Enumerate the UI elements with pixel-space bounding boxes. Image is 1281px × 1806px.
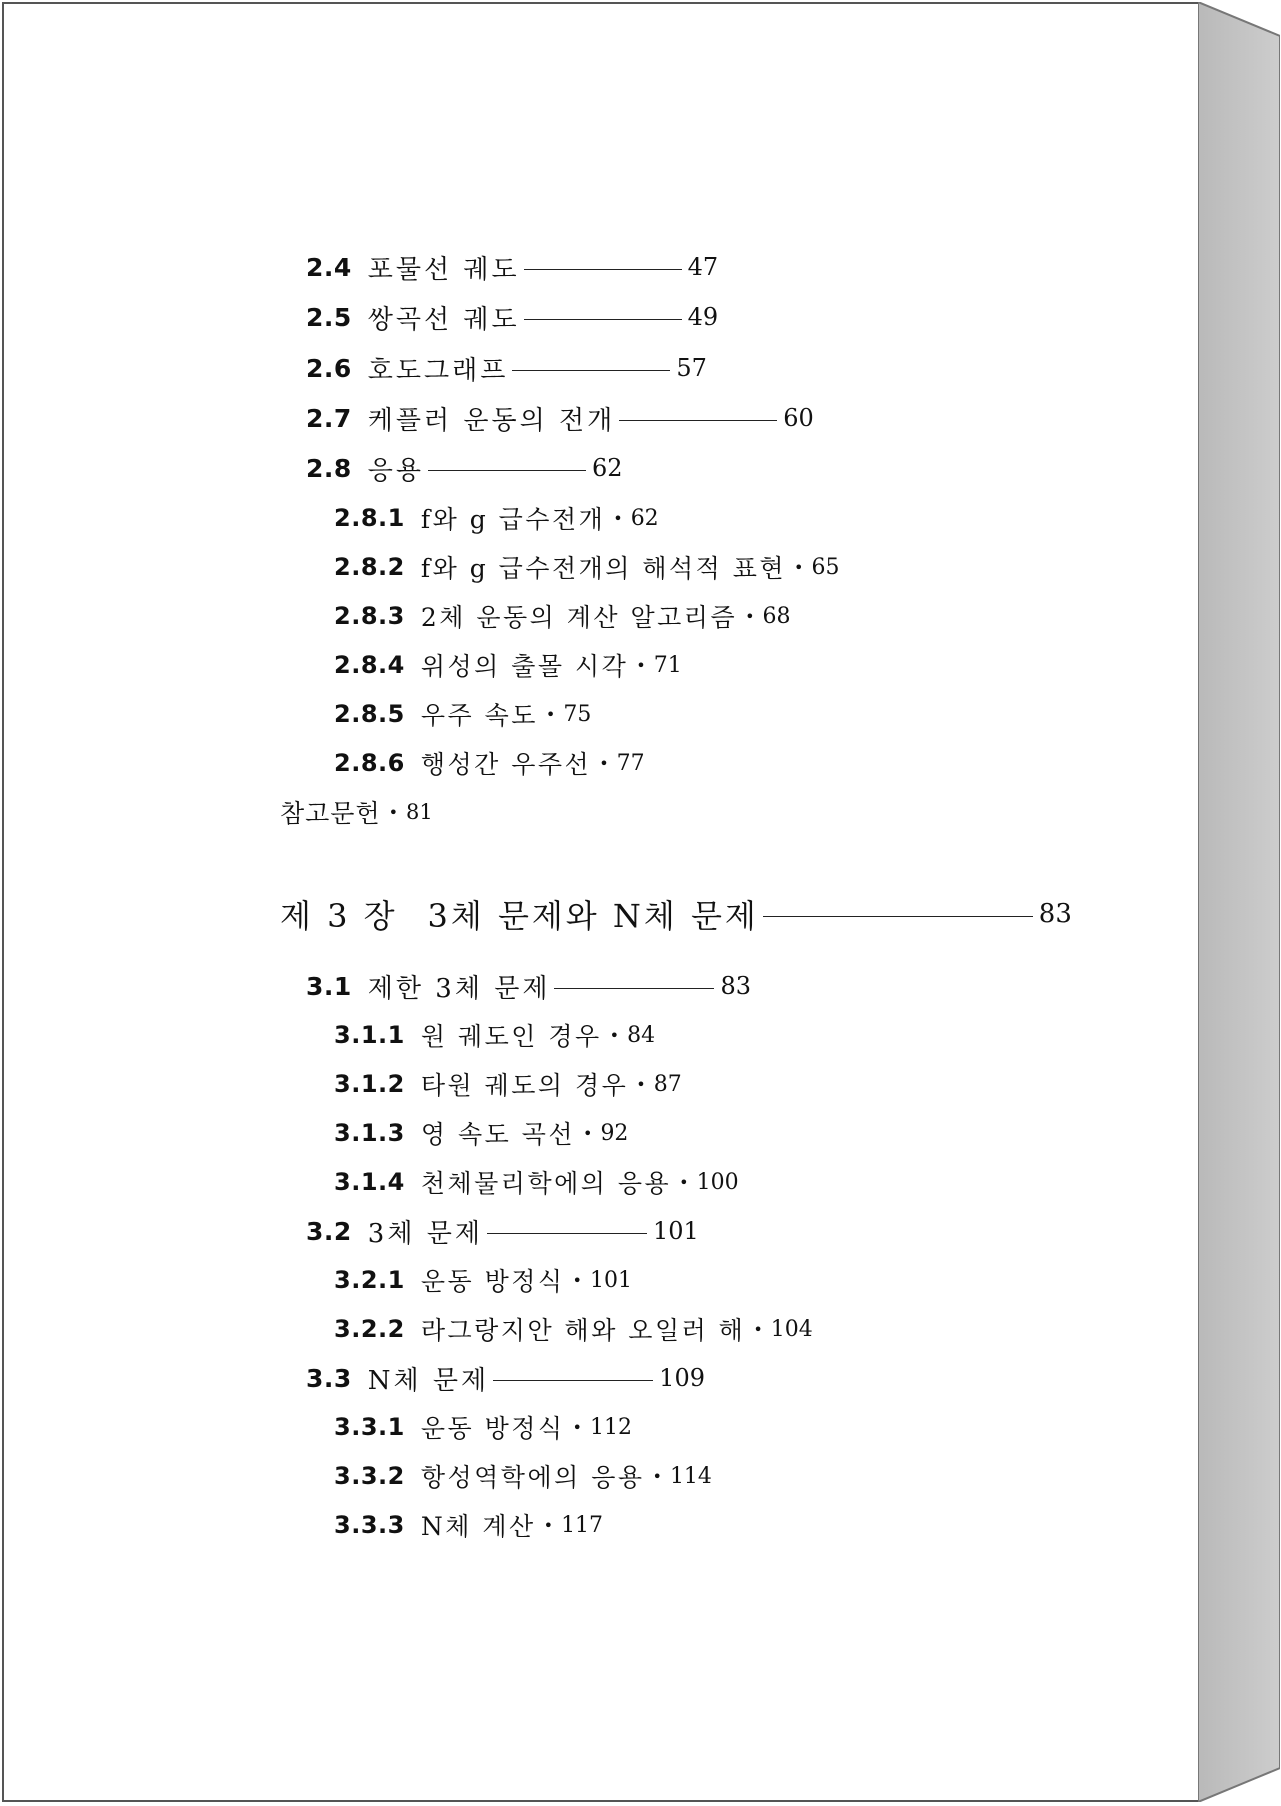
book-spine-shape bbox=[1198, 2, 1280, 1802]
separator-dot: • bbox=[753, 1319, 763, 1339]
page-number: 101 bbox=[589, 1267, 632, 1293]
separator-dot: • bbox=[794, 557, 804, 577]
subsection-title: 운동 방정식 bbox=[420, 1267, 565, 1296]
page-number: 71 bbox=[653, 652, 682, 678]
page-number: 109 bbox=[659, 1364, 705, 1392]
separator-dot: • bbox=[652, 1466, 662, 1486]
page-number: 112 bbox=[589, 1414, 632, 1440]
separator-dot: • bbox=[609, 1025, 620, 1045]
table-of-contents bbox=[4, 4, 1202, 1804]
page-number: 65 bbox=[811, 554, 840, 580]
toc-subsection-2-8-1[interactable] bbox=[334, 498, 659, 538]
page-number: 81 bbox=[406, 800, 433, 824]
separator-dot: • bbox=[636, 1074, 646, 1094]
subsection-title: N체 계산 bbox=[420, 1512, 536, 1541]
subsection-number: 3.1.3 bbox=[334, 1119, 405, 1147]
subsection-number: 2.8.1 bbox=[334, 504, 405, 532]
page-number: 68 bbox=[762, 603, 791, 629]
toc-section-3-3[interactable] bbox=[306, 1358, 705, 1398]
leader-line bbox=[512, 370, 670, 371]
subsection-title: 우주 속도 bbox=[420, 701, 538, 730]
subsection-title: 행성간 우주선 bbox=[420, 750, 592, 779]
section-title: 응용 bbox=[367, 455, 425, 486]
subsection-number: 3.3.3 bbox=[334, 1511, 405, 1539]
toc-subsection-3-3-2[interactable] bbox=[334, 1456, 712, 1496]
page-number: 75 bbox=[563, 701, 592, 727]
toc-subsection-3-1-3[interactable] bbox=[334, 1113, 628, 1153]
page-number: 77 bbox=[616, 750, 645, 776]
toc-subsection-3-1-1[interactable] bbox=[334, 1015, 655, 1055]
separator-dot: • bbox=[636, 655, 646, 675]
book-spine bbox=[1198, 2, 1280, 1802]
leader-line bbox=[487, 1233, 647, 1234]
subsection-number: 2.8.5 bbox=[334, 700, 405, 728]
subsection-number: 3.2.2 bbox=[334, 1315, 405, 1343]
page-number: 92 bbox=[600, 1120, 629, 1146]
section-number: 2.7 bbox=[306, 403, 352, 433]
subsection-number: 3.3.1 bbox=[334, 1413, 405, 1441]
section-number: 2.5 bbox=[306, 302, 352, 332]
separator-dot: • bbox=[572, 1270, 582, 1290]
subsection-number: 3.1.2 bbox=[334, 1070, 405, 1098]
leader-line bbox=[428, 470, 586, 471]
references-title: 참고문헌 bbox=[280, 799, 381, 828]
subsection-title: 항성역학에의 응용 bbox=[420, 1463, 645, 1492]
toc-subsection-3-2-1[interactable] bbox=[334, 1260, 632, 1300]
subsection-title: 천체물리학에의 응용 bbox=[420, 1169, 672, 1198]
toc-subsection-2-8-5[interactable] bbox=[334, 694, 591, 734]
toc-section-3-2[interactable] bbox=[306, 1211, 699, 1251]
toc-section-2-5[interactable] bbox=[306, 297, 718, 337]
page-number: 57 bbox=[676, 354, 707, 382]
page-number: 114 bbox=[669, 1463, 712, 1489]
separator-dot: • bbox=[572, 1417, 582, 1437]
section-title: 3체 문제 bbox=[367, 1218, 483, 1249]
leader-line bbox=[524, 269, 682, 270]
book-page bbox=[2, 2, 1200, 1802]
toc-references[interactable] bbox=[280, 792, 433, 832]
subsection-title: 라그랑지안 해와 오일러 해 bbox=[420, 1316, 746, 1345]
subsection-number: 2.8.3 bbox=[334, 602, 405, 630]
subsection-number: 2.8.6 bbox=[334, 749, 405, 777]
section-number: 3.1 bbox=[306, 971, 352, 1001]
page-number: 49 bbox=[687, 303, 719, 331]
separator-dot: • bbox=[599, 753, 609, 773]
separator-dot: • bbox=[545, 704, 556, 724]
subsection-title: 위성의 출몰 시각 bbox=[420, 652, 629, 681]
chapter-title: 3체 문제와 N체 문제 bbox=[427, 897, 759, 935]
toc-subsection-3-2-2[interactable] bbox=[334, 1309, 813, 1349]
toc-subsection-2-8-6[interactable] bbox=[334, 743, 645, 783]
section-title: 쌍곡선 궤도 bbox=[367, 304, 520, 335]
toc-section-2-7[interactable] bbox=[306, 398, 814, 438]
subsection-title: 타원 궤도의 경우 bbox=[420, 1071, 629, 1100]
chapter-label: 제 3 장 bbox=[280, 897, 398, 935]
toc-subsection-2-8-3[interactable] bbox=[334, 596, 791, 636]
section-title: 제한 3체 문제 bbox=[367, 973, 551, 1004]
section-title: 포물선 궤도 bbox=[367, 254, 520, 285]
subsection-number: 2.8.4 bbox=[334, 651, 405, 679]
toc-section-3-1[interactable] bbox=[306, 966, 751, 1006]
page-number: 101 bbox=[652, 1217, 699, 1245]
subsection-title: 영 속도 곡선 bbox=[420, 1120, 575, 1149]
page-number: 84 bbox=[627, 1022, 656, 1048]
section-number: 2.4 bbox=[306, 252, 352, 282]
subsection-number: 3.2.1 bbox=[334, 1266, 405, 1294]
separator-dot: • bbox=[613, 508, 623, 528]
section-number: 3.3 bbox=[306, 1363, 352, 1393]
page-number: 100 bbox=[696, 1169, 739, 1195]
section-title: 케플러 운동의 전개 bbox=[367, 405, 616, 436]
page-number: 62 bbox=[630, 505, 659, 531]
toc-section-2-6[interactable] bbox=[306, 348, 707, 388]
subsection-title: f와 g 급수전개 bbox=[420, 505, 606, 534]
leader-line bbox=[763, 916, 1033, 917]
separator-dot: • bbox=[543, 1515, 554, 1535]
page-number: 62 bbox=[592, 454, 623, 482]
toc-subsection-3-1-4[interactable] bbox=[334, 1162, 739, 1202]
section-number: 2.8 bbox=[306, 453, 352, 483]
leader-line bbox=[524, 319, 682, 320]
subsection-title: 운동 방정식 bbox=[420, 1414, 565, 1443]
toc-chapter-3[interactable] bbox=[280, 889, 1072, 939]
page-number: 87 bbox=[653, 1071, 682, 1097]
leader-line bbox=[619, 420, 777, 421]
page-number: 104 bbox=[770, 1316, 813, 1342]
subsection-title: 원 궤도인 경우 bbox=[420, 1022, 602, 1051]
section-title: N체 문제 bbox=[367, 1365, 490, 1396]
subsection-title: f와 g 급수전개의 해석적 표현 bbox=[420, 554, 787, 583]
section-number: 3.2 bbox=[306, 1216, 352, 1246]
toc-subsection-3-3-3[interactable] bbox=[334, 1505, 603, 1545]
toc-section-2-8[interactable] bbox=[306, 448, 623, 488]
page-number: 83 bbox=[1038, 899, 1072, 929]
section-title: 호도그래프 bbox=[367, 355, 509, 386]
toc-section-2-4[interactable] bbox=[306, 247, 718, 287]
page-number: 60 bbox=[783, 404, 814, 432]
page-number: 83 bbox=[720, 972, 751, 1000]
separator-dot: • bbox=[679, 1172, 689, 1192]
separator-dot: • bbox=[745, 606, 755, 626]
leader-line bbox=[493, 1380, 653, 1381]
leader-line bbox=[554, 988, 714, 989]
subsection-number: 3.3.2 bbox=[334, 1462, 405, 1490]
page-number: 117 bbox=[561, 1512, 604, 1538]
toc-subsection-3-1-2[interactable] bbox=[334, 1064, 682, 1104]
separator-dot: • bbox=[388, 802, 399, 822]
toc-subsection-2-8-2[interactable] bbox=[334, 547, 839, 587]
subsection-number: 3.1.1 bbox=[334, 1021, 405, 1049]
toc-subsection-2-8-4[interactable] bbox=[334, 645, 682, 685]
section-number: 2.6 bbox=[306, 353, 352, 383]
page-number: 47 bbox=[687, 253, 719, 281]
subsection-number: 3.1.4 bbox=[334, 1168, 405, 1196]
toc-subsection-3-3-1[interactable] bbox=[334, 1407, 632, 1447]
subsection-title: 2체 운동의 계산 알고리즘 bbox=[420, 603, 738, 632]
separator-dot: • bbox=[583, 1123, 593, 1143]
subsection-number: 2.8.2 bbox=[334, 553, 405, 581]
